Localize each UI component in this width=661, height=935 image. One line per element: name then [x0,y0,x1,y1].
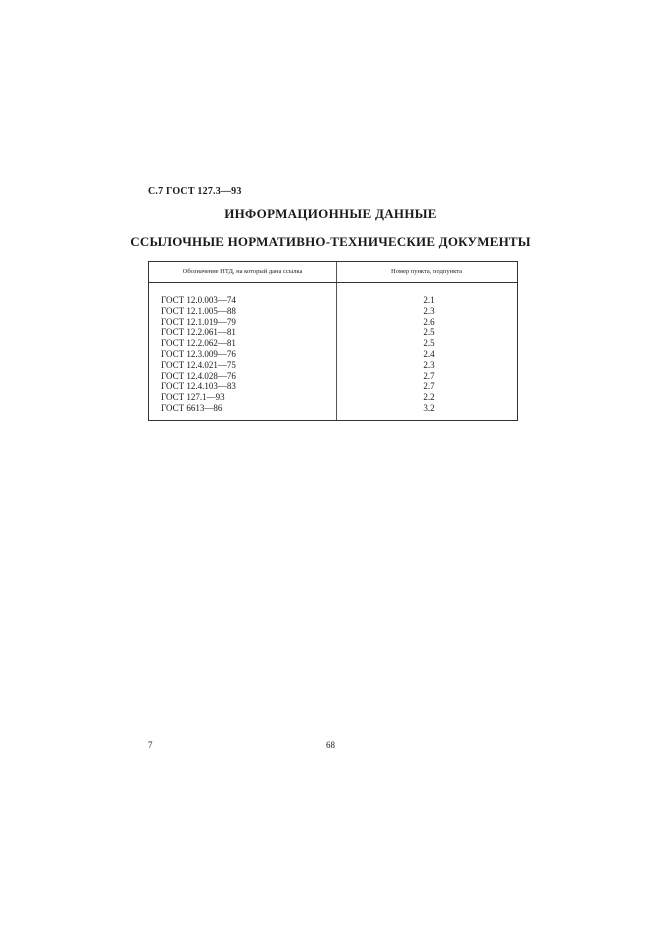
references-table [148,261,518,421]
clause-cell: 2.7 [423,381,435,392]
table-row [149,295,517,306]
clause-cell: 2.3 [423,305,435,316]
page-code: С.7 ГОСТ 127.3—93 [148,186,242,197]
doc-cell: ГОСТ 12.2.062—81 [161,338,236,349]
doc-cell: ГОСТ 12.4.028—76 [161,370,236,381]
clause-cell: 2.4 [423,348,435,359]
table-row [149,360,517,371]
table-row [149,306,517,317]
clause-cell: 2.1 [423,295,435,305]
header-document: Обозначение НТД, на который дана ссылка [182,268,303,275]
table-row [149,392,517,403]
table-row [149,349,517,360]
table-row [149,371,517,382]
doc-cell: ГОСТ 6613—86 [161,402,223,413]
doc-cell: ГОСТ 12.2.061—81 [161,327,236,338]
clause-cell: 2.7 [423,370,435,381]
header-clause: Номер пункта, подпункта [391,268,462,275]
clause-cell: 2.3 [423,359,435,370]
clause-cell: 2.5 [423,338,435,349]
doc-cell: ГОСТ 12.1.019—79 [161,316,236,327]
doc-cell: ГОСТ 12.4.103—83 [161,381,236,392]
table-body [149,295,517,414]
section-title: ИНФОРМАЦИОННЫЕ ДАННЫЕ [224,206,437,221]
doc-cell: ГОСТ 12.4.021—75 [161,359,236,370]
clause-cell: 2.6 [423,316,435,327]
page-number: 68 [326,740,335,750]
doc-cell: ГОСТ 12.0.003—74 [161,295,236,305]
doc-cell: ГОСТ 127.1—93 [161,392,225,403]
table-row [149,317,517,328]
table-row [149,381,517,392]
table-row [149,338,517,349]
table-row [149,403,517,414]
table-header-row [149,262,517,283]
doc-cell: ГОСТ 12.3.009—76 [161,348,236,359]
footer-mark: 7 [148,740,153,750]
clause-cell: 3.2 [423,402,435,413]
doc-cell: ГОСТ 12.1.005—88 [161,305,236,316]
clause-cell: 2.2 [423,392,435,403]
table-row [149,327,517,338]
section-subtitle: ССЫЛОЧНЫЕ НОРМАТИВНО-ТЕХНИЧЕСКИЕ ДОКУМЕНТЫ [130,234,531,249]
clause-cell: 2.5 [423,327,435,338]
